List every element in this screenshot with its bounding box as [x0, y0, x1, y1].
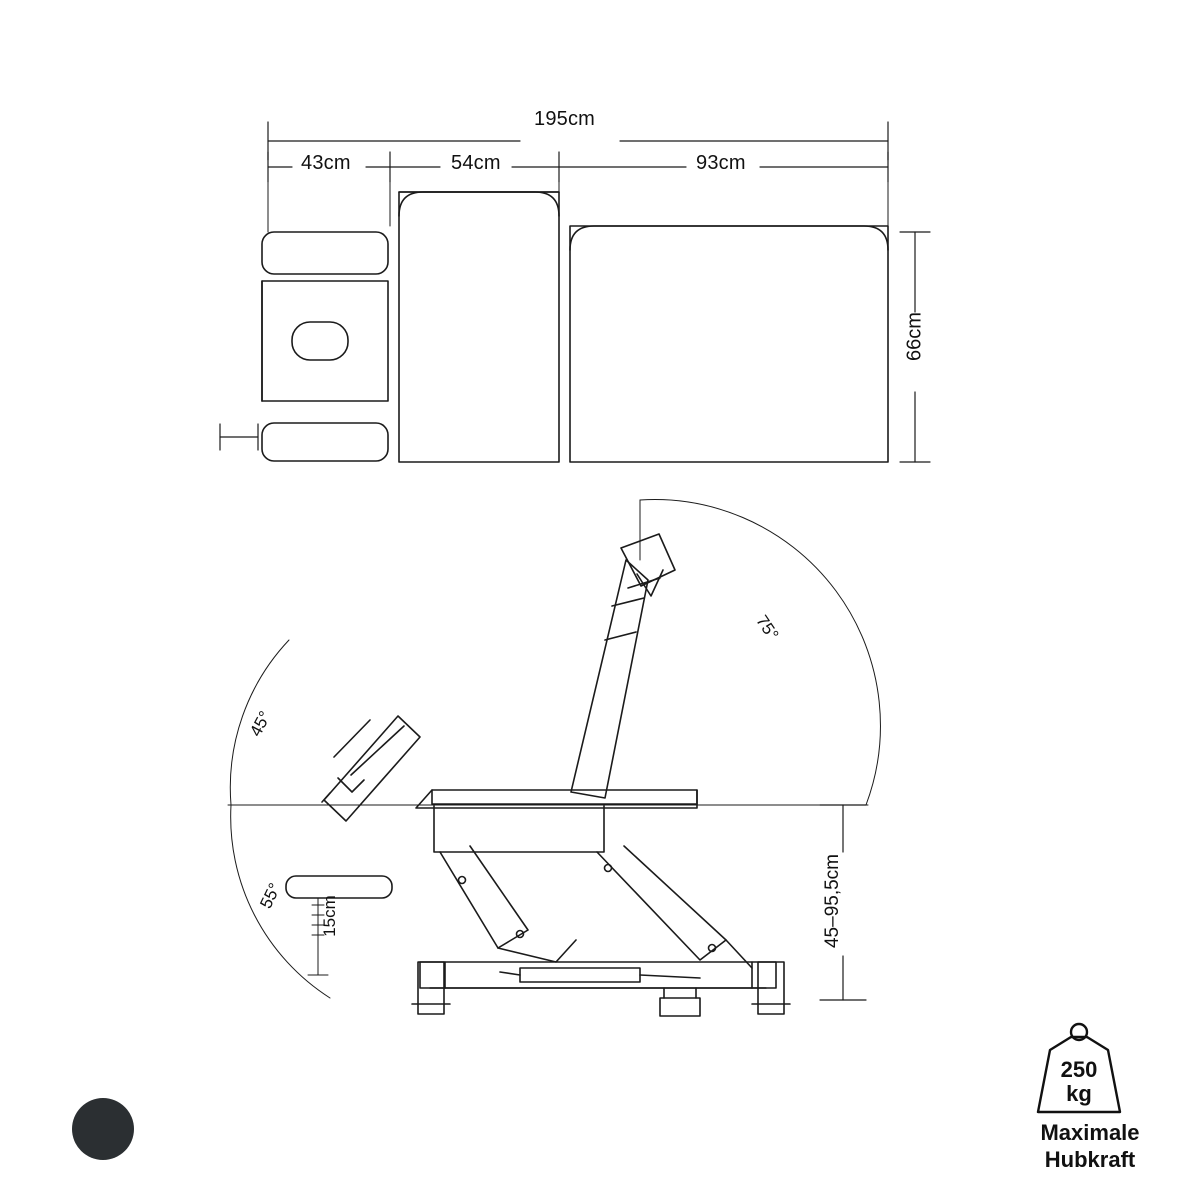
base-frame [420, 962, 776, 1016]
dimension-segments [268, 152, 888, 182]
arc-55-degrees [231, 805, 330, 998]
label-height-range: 45–95,5cm [822, 853, 844, 949]
top-view-head-section [262, 232, 388, 461]
badge-caption-line1: Maximale [1040, 1120, 1140, 1145]
dimension-small-left [220, 424, 258, 450]
label-angle-75: 75° [752, 611, 783, 644]
label-angle-55: 55° [256, 880, 285, 912]
top-view-leg-section [570, 226, 888, 462]
label-segment-93: 93cm [696, 152, 746, 174]
label-drop-15cm: 15cm [319, 895, 339, 937]
badge-value: 250 [1060, 1057, 1098, 1082]
label-segment-54: 54cm [451, 152, 501, 174]
top-view-middle-section [399, 192, 559, 462]
badge-unit: kg [1066, 1081, 1092, 1106]
label-total-length: 195cm [534, 108, 596, 130]
backrest-raised-75 [571, 534, 675, 798]
badge-caption [1000, 1120, 1180, 1174]
label-height-66: 66cm [903, 312, 926, 361]
label-segment-43: 43cm [301, 152, 351, 174]
arc-75-degrees [640, 500, 880, 805]
badge-caption-line2: Hubkraft [1044, 1146, 1136, 1172]
max-lift-badge [1020, 1020, 1180, 1180]
color-swatch-black[interactable] [72, 1098, 134, 1160]
lift-mechanism [434, 806, 752, 968]
label-angle-45: 45° [245, 707, 275, 740]
